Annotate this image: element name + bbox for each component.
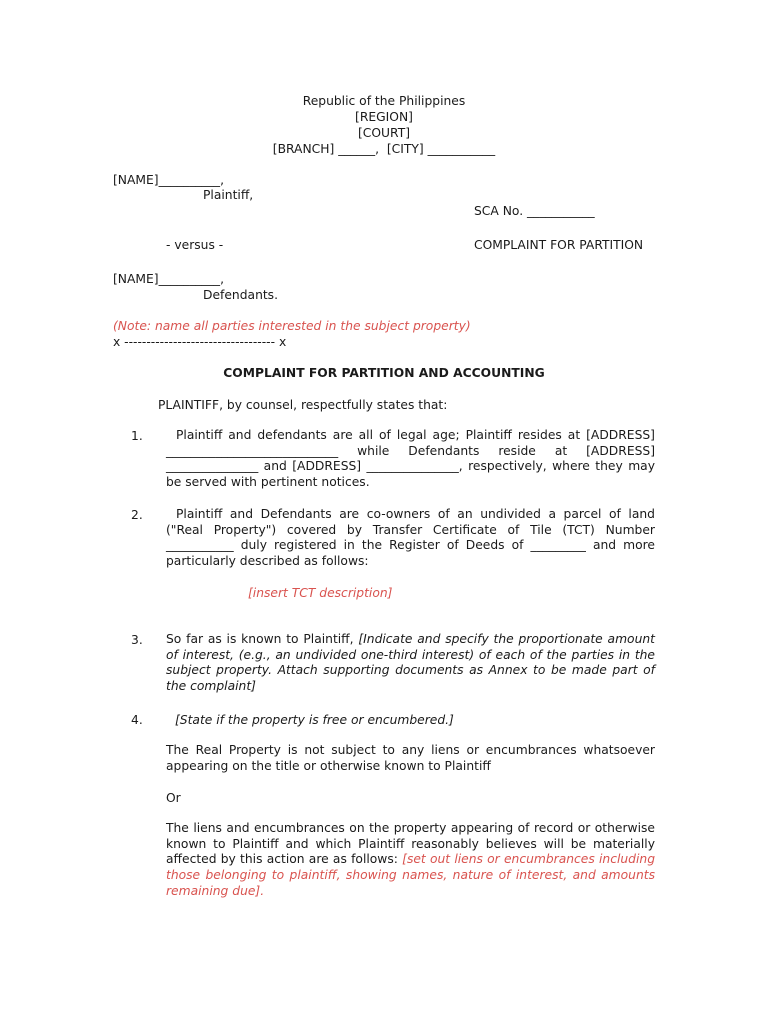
item-text: Plaintiff and defendants are all of legal age; Plaintiff resides at [ADDRESS] ____________________________ while Defendants reside at [ADDRESS] _______________ and [ADDRESS] _______________, respectively, where they may be served with pertinent notices.: [166, 428, 655, 490]
item-text-instruction: [Indicate and specify the proportionate amount of interest, (e.g., an undivided one-third interest) of each of the parties in the subject property. Attach supporting documents as Annex to be made part of the complaint]: [166, 632, 655, 694]
item-number: 1.: [131, 429, 143, 443]
sca-number: SCA No. ___________: [474, 204, 595, 218]
option-encumbered-instruction: [set out liens or encumbrances including those belonging to plaintiff, showing names, nature of interest, and amounts remaining due].: [166, 852, 655, 898]
header-republic: Republic of the Philippines: [302, 94, 466, 108]
item-text: [166, 632, 655, 695]
intro-statement: PLAINTIFF, by counsel, respectfully states that:: [158, 398, 448, 412]
item-text: Plaintiff and Defendants are co-owners of an undivided a parcel of land ("Real Property") covered by Transfer Certificate of Tile (TCT) Number ___________ duly registered in the Register of Deeds of _________ and more particularly described as follows:: [166, 507, 655, 569]
item-text: [State if the property is free or encumbered.]: [175, 713, 454, 727]
option-encumbered: [166, 821, 655, 900]
plaintiff-name: [NAME]__________,: [113, 173, 224, 187]
defendant-name: [NAME]__________,: [113, 272, 224, 286]
header-branch-city: [BRANCH] ______, [CITY] ___________: [272, 142, 496, 156]
header-court: [COURT]: [357, 126, 411, 140]
option-encumbered-text: The liens and encumbrances on the property appearing of record or otherwise known to Plaintiff and which Plaintiff reasonably believes will be materially affected by this action are as follows:: [166, 821, 655, 867]
versus: - versus -: [166, 238, 224, 252]
item-number: 2.: [131, 508, 143, 522]
item-text-lead: So far as is known to Plaintiff,: [166, 632, 359, 646]
option-free: The Real Property is not subject to any liens or encumbrances whatsoever appearing on the title or otherwise known to Plaintiff: [166, 743, 655, 773]
caption-separator: x ---------------------------------- x: [113, 335, 287, 349]
plaintiff-label: Plaintiff,: [203, 188, 254, 202]
parties-note: (Note: name all parties interested in the subject property): [113, 319, 471, 333]
case-title: COMPLAINT FOR PARTITION: [474, 238, 644, 252]
option-or: Or: [166, 791, 181, 805]
item-number: 4.: [131, 713, 143, 727]
header-region: [REGION]: [355, 110, 413, 124]
item-number: 3.: [131, 633, 143, 647]
defendant-label: Defendants.: [203, 288, 278, 302]
tct-description-placeholder: [insert TCT description]: [248, 586, 393, 600]
document-title: COMPLAINT FOR PARTITION AND ACCOUNTING: [223, 366, 545, 380]
